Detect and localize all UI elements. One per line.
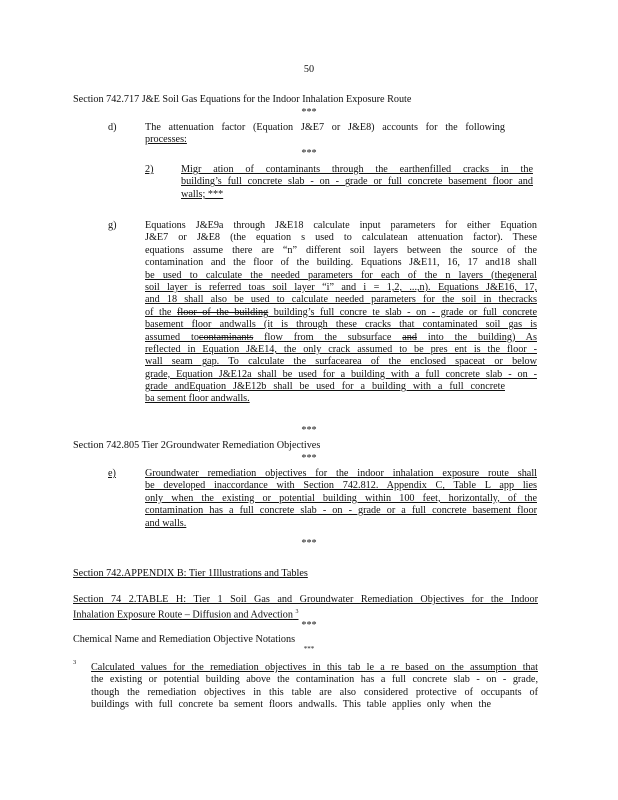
footnote-line-3: though the remediation objectives in this table are also considered protective of occupants of [91, 686, 538, 698]
stars-6: *** [301, 620, 317, 631]
stars-2: *** [301, 148, 317, 159]
item-g-line-12: wall seam gap. To calculate the surfacearea of the enclosed spaceat or below [145, 356, 537, 368]
item-g-line-3: equations assume there are “n” different soil layers between the source of the [145, 244, 537, 256]
stars-7: *** [303, 645, 315, 653]
item-g-line-13: grade, Equation J&E12a shall be used for a building with a full concrete slab - on - [145, 368, 537, 380]
stars-1: *** [301, 107, 317, 118]
item-g-line-8-post: building’s full concre te slab - on - grade or full concrete [268, 306, 538, 318]
table-heading [73, 594, 538, 619]
item-g-text [145, 220, 537, 406]
item-2-stars: *** [205, 188, 224, 200]
item-g-line-11: reflected in Equation J&E14, the only crack assumed to be pres ent is the floor - [145, 343, 537, 355]
item-g-line-10-strike-1: contaminants [198, 331, 254, 343]
chemical-notation-line: Chemical Name and Remediation Objective Notations [73, 634, 296, 645]
page-number: 50 [303, 64, 315, 75]
item-d-line-2: processes: [145, 134, 187, 146]
item-g-line-6: soil layer is referred toas soil layer “i” and i = 1,2, ...,n). Equations J&E16, 17, [145, 281, 537, 293]
item-g-line-1: Equations J&E9a through J&E18 calculate input parameters for either Equation [145, 220, 537, 231]
item-2-line-3 [181, 189, 533, 201]
item-e-line-5: and walls. [145, 517, 187, 529]
appendix-heading: Section 742.APPENDIX B: Tier 1Illustrations and Tables [73, 568, 308, 579]
item-g-line-2: J&E7 or J&E8 (the equation s used to calculatean attenuation factor). These [145, 232, 537, 244]
table-heading-line-2-text: Inhalation Exposure Route – Diffusion and Advection [73, 609, 293, 621]
item-g-line-10-pre: assumed to [145, 331, 199, 343]
item-2-label: 2) [145, 164, 154, 175]
section-742-717-heading: Section 742.717 J&E Soil Gas Equations for the Indoor Inhalation Exposure Route [73, 94, 412, 105]
item-g-line-9: basement floor andwalls (it is through these cracks that contaminated soil gas is [145, 319, 537, 331]
item-e-line-2: be developed inaccordance with Section 742.812. Appendix C, Table L app lies [145, 480, 537, 492]
item-g-line-8-strike: floor of the building [176, 306, 269, 318]
footnote-text [91, 662, 538, 712]
item-g-line-10-mid: flow from the subsurface [253, 331, 403, 343]
section-742-805-heading: Section 742.805 Tier 2Groundwater Remediation Objectives [73, 440, 321, 451]
item-g-label: g) [108, 220, 117, 231]
stars-3: *** [301, 425, 317, 436]
item-d-line-1: The attenuation factor (Equation J&E7 or J&E8) accounts for the following [145, 122, 505, 133]
item-g-line-10-strike-2: and [402, 331, 417, 343]
footnote-mark: 3 [73, 659, 77, 666]
item-e-line-1: Groundwater remediation objectives for the indoor inhalation exposure route shall [145, 468, 537, 479]
table-heading-superscript: 3 [295, 609, 299, 616]
item-g-line-8 [145, 307, 537, 319]
item-g-line-4: contamination and the floor of the building. Equations J&E11, 16, 17 and18 shall [145, 257, 537, 269]
item-g-line-10 [145, 332, 537, 344]
item-g-line-8-pre: of the [145, 306, 177, 318]
footnote-line-1: Calculated values for the remediation objectives in this tab le a re based on the assumption that [91, 662, 538, 673]
footnote-line-2: the existing or potential building above the contamination has a full concrete slab - on - grade, [91, 674, 538, 686]
item-e-label: e) [108, 468, 116, 479]
stars-4: *** [301, 453, 317, 464]
item-2-text [181, 164, 533, 201]
item-2-line-1: Migr ation of contaminants through the earthenfilled cracks in the [181, 164, 533, 175]
item-g-line-7: and 18 shall also be used to calculate needed parameters for the soil in thecracks [145, 294, 537, 306]
item-g-line-14: grade andEquation J&E12b shall be used for a building with a full concrete [145, 381, 505, 393]
stars-5: *** [301, 538, 317, 549]
item-d-label: d) [108, 122, 117, 133]
table-heading-line-1: Section 74 2.TABLE H: Tier 1 Soil Gas and Groundwater Remediation Objectives for the Indoor [73, 594, 538, 605]
footnote-line-4: buildings with full concrete ba sement floors andwalls. This table applies only when the [91, 699, 491, 711]
item-2-walls: walls; [181, 188, 206, 200]
item-d-text [145, 122, 505, 147]
item-e-text [145, 468, 537, 530]
table-heading-line-2 [73, 606, 538, 621]
item-2-line-2: building’s full concrete slab - on - grade or full concrete basement floor and [181, 176, 533, 188]
item-g-line-5: be used to calculate the needed parameters for each of the n layers (thegeneral [145, 269, 537, 281]
item-e-line-4: contamination has a full concrete slab - on - grade or a full concrete basement floor [145, 505, 537, 517]
item-e-line-3: only when the existing or potential building within 100 feet, horizontally, of the [145, 492, 537, 504]
item-g-line-15: ba sement floor andwalls. [145, 393, 250, 405]
item-g-line-10-post: into the building) As [416, 331, 538, 343]
